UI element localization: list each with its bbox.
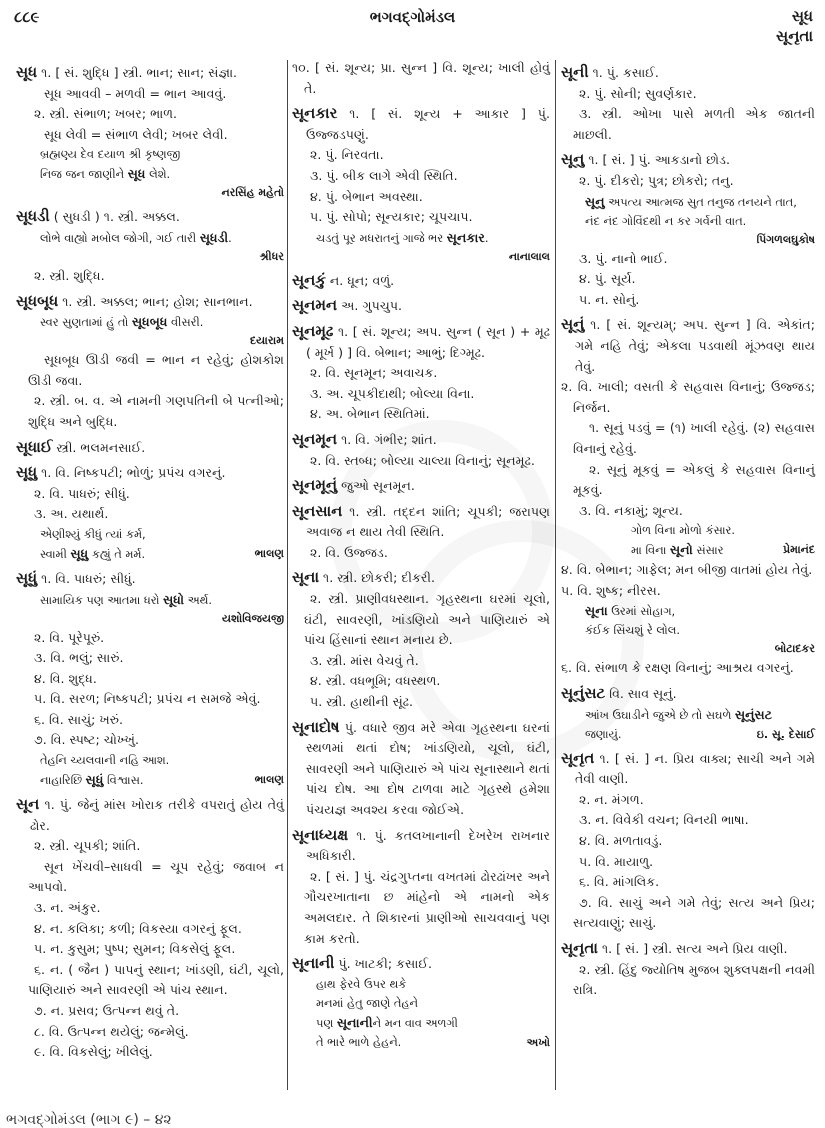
quote-line	[316, 975, 550, 994]
sense-definition: ૫. વિ. માયાળુ.	[579, 853, 654, 869]
quote-line	[316, 994, 550, 1013]
quote-text: જણાયું.	[585, 726, 622, 741]
quote-text: તે ભારે ભાળે હેહને.	[316, 1034, 402, 1049]
dictionary-entry	[292, 321, 550, 363]
dictionary-entry	[292, 953, 550, 975]
quote-text: નંદ નંદ ગોવિંદથી ન કર ગર્વની વાત.	[585, 213, 747, 228]
sense-definition: ૨. સ્ત્રી. હિંદુ જ્યોતિષ મુજબ શુક્લપક્ષની નવમી રાત્રિ.	[573, 961, 815, 998]
sense-definition: ૨. સ્ત્રી. ચૂપકી; શાંતિ.	[34, 838, 141, 854]
quoted-headword: સૂનાની	[336, 1014, 373, 1030]
quoted-headword: સૂધ	[127, 166, 146, 182]
sense-definition: ૬. વિ. માંગલિક.	[579, 874, 660, 890]
citation-quote	[16, 145, 284, 184]
sense-definition: ૫. ન. સોનું.	[579, 291, 640, 307]
headword: સૂના	[292, 568, 320, 587]
quote-text: બ્રહ્મણ્ય દેવ દયાળ શ્રી કૃષ્ણજી	[40, 147, 181, 162]
headword: સૂધબૂધ	[16, 291, 59, 310]
quote-line	[40, 312, 284, 332]
definition-text: પું. વધારે જીવ મરે એવા ગૃહસ્થના ઘરનાં સ્થળમાં થતાં દોષ; ખાંડણિયો, ચૂલો, ઘંટી, સાવરણી અને પાણિયારું એ પાંચ સૂનાસ્થાને થતાં પાંચ દોષ. આ દોષ ટાળવા માટે ગૃહસ્થે હમેશા પંચયજ્ઞ અવશ્ય કરવા જોઈએ.	[306, 719, 550, 817]
quote-line	[585, 725, 815, 744]
sense-definition: ૪. ન. કલિકા; કળી; વિકસ્યા વગરનું ફૂલ.	[34, 920, 242, 936]
quote-text: ચડતું પૂર મધરાતનું ગાજે ભર	[316, 230, 447, 245]
guide-word-last: સૂનૃતા	[776, 27, 813, 45]
quote-text: લોભે વાહ્યો મબોલ જોગી, ગઈ તારી	[40, 230, 200, 245]
dictionary-entry	[16, 206, 284, 228]
quote-line	[40, 544, 284, 564]
quoted-headword: સૂધુ	[70, 545, 89, 561]
sense-definition: ૪. સ્ત્રી. વધભૂમિ; વધસ્થળ.	[310, 673, 441, 689]
dictionary-entry	[292, 295, 550, 317]
dictionary-entry	[561, 683, 815, 705]
sense-definition: ૩. ન. અંકુર.	[34, 900, 101, 916]
quoted-headword: સૂના	[585, 603, 608, 619]
sense-definition: ૨. ન. મંગળ.	[579, 791, 644, 807]
quote-text: વીસરી.	[167, 315, 204, 330]
sense-definition: ૬. ન. ( જૈન ) પાપનું સ્થાન; ખાંડણી, ઘંટી, ચૂલો, પાણિયારું અને સાવરણી એ પાંચ સ્થાન.	[28, 961, 284, 998]
sense-definition: ૪. અ. બેભાન સ્થિતિમાં.	[310, 406, 430, 422]
sense-definition: ૩. પું. નાનો ભાઈ.	[579, 250, 668, 266]
dictionary-entry	[292, 270, 550, 292]
headword: સૂનૃત	[561, 748, 595, 767]
usage-phrase: સૂધ આવવી – મળવી = ભાન આવવું.	[44, 85, 227, 101]
column-divider	[287, 60, 288, 1090]
headword: સૂધડી	[16, 207, 50, 226]
sense-definition: ૨. સ્ત્રી. પ્રાણીવધસ્થાન. ગૃહસ્થના ઘરમાં ચૂલો, ઘંટી, સાવરણી, ખાંડણિયો અને પાણિયારું એ પાંચ હિંસાનાં સ્થાન મનાય છે.	[304, 591, 550, 648]
headword: સૂનકાર	[292, 104, 338, 123]
dictionary-entry	[16, 462, 284, 484]
sense-definition: ૪. પું. બેભાન અવસ્થા.	[310, 188, 423, 204]
quote-line	[585, 192, 815, 212]
citation-author: પ્રેમાનંદ	[783, 543, 815, 557]
usage-phrase: ૨. સૂનું મૂકવું = એકલું કે સહવાસ વિનાનું મૂકવું.	[573, 461, 815, 498]
quote-text: સંસાર	[692, 543, 724, 558]
sense-definition: ૨. વિ. ખાલી; વસતી કે સહવાસ વિનાનું; ઉજ્જડ; નિર્જન.	[561, 379, 815, 415]
citation-author: નાનાલાલ	[508, 249, 550, 263]
citation-author: નરસિંહ મહેતો	[221, 186, 284, 200]
quote-text: તેહનિ ચ્યલવાની નહિ આશ.	[40, 753, 170, 768]
definition-text: વિ. સાવ સૂનું.	[605, 686, 677, 702]
headword: સૂધ	[16, 63, 38, 81]
definition-text: ૧. પું. કતલખાનાની દેખરેખ રાખનાર અધિકારી.	[306, 827, 550, 864]
quote-text: કંઈક સિંચશું રે લોલ.	[585, 623, 681, 638]
headword: સૂધુ	[16, 463, 38, 482]
sense-definition: ૩. વિ. નકામું; શૂન્ય.	[579, 502, 683, 518]
quote-line	[316, 1013, 550, 1033]
sense-definition: ૭. ન. પ્રસવ; ઉત્પન્ન થવું તે.	[34, 1003, 180, 1018]
usage-phrase: સૂધબૂધ ઊડી જવી = ભાન ન રહેવું; હોશકોશ ઊડી જવા.	[28, 352, 284, 388]
citation-author: શ્રીધર	[259, 249, 284, 263]
dictionary-entry	[16, 62, 284, 84]
headword: સૂનકું	[292, 270, 326, 289]
sense-definition: ૩. અ. ચૂપકીદાથી; બોલ્યા વિના.	[310, 385, 475, 401]
sense-definition: ૪. વિ. શુદ્ધ.	[34, 670, 97, 686]
citation-quote	[292, 975, 550, 1052]
quoted-headword: સૂનુંસટ	[734, 706, 773, 722]
definition-text: પું. ખાટકી; કસાઈ.	[334, 956, 433, 972]
definition-text: ન. ધૂન; વળું.	[325, 272, 395, 288]
sense-definition: ૩. પું. બીક લાગે એવી સ્થિતિ.	[310, 167, 458, 183]
definition-text: ૧. [ સં. ] ન. પ્રિય વાક્ય; સાચી અને ગમે તેવી વાણી.	[575, 750, 815, 787]
quote-line	[585, 705, 815, 725]
dictionary-entry	[292, 429, 550, 451]
sense-definition: ૨. પું. નિરવતા.	[310, 147, 384, 163]
citation-quote	[561, 705, 815, 744]
sense-definition: ૨. સ્ત્રી. શુદ્ધિ.	[34, 267, 105, 283]
sense-definition: ૨. સ્ત્રી. સંભાળ; ખબર; ભાળ.	[34, 106, 178, 122]
definition-text: ૧. [ સં. શૂન્ય + આકાર ] પું. ઉજ્જડપણું.	[306, 106, 550, 142]
usage-phrase: ૧. સૂનું પડવું = (૧) ખાલી રહેવું. (૨) સહવાસ વિનાનું રહેવું.	[573, 420, 815, 456]
citation-author: યશોવિજયજી	[221, 611, 284, 625]
quote-text: સ્વામી	[40, 546, 71, 561]
sense-definition: ૫. ન. કુસુમ; પુષ્પ; સુમન; વિકસેલું ફૂલ.	[34, 941, 236, 957]
definition-text: ૧. વિ. પાધરું; સીધું.	[37, 570, 136, 586]
quote-line	[631, 540, 815, 560]
quote-line	[316, 1033, 550, 1052]
quote-line	[631, 521, 815, 540]
citation-author: ભાલણ	[254, 773, 284, 787]
sense-definition: ૨. સ્ત્રી. બ. વ. એ નામની ગણપતિની બે પત્નીઓ; શુદ્ધિ અને બુદ્ધિ.	[28, 393, 284, 429]
definition-text: ૧. [ સં. શૂન્યમ્; અપ. સુન્ન ] વિ. એકાંત; ગમે નહિ તેવું; એકલા પડવાથી મૂંઝવણ થાય તેવું.	[575, 317, 815, 374]
headword: સૂનાદોષ	[292, 717, 340, 736]
quoted-headword: સૂનો	[670, 542, 693, 558]
sense-definition: ૩. અ. યથાર્થ.	[34, 506, 109, 522]
citation-author: ઇ. સૂ. દેસાઈ	[756, 727, 815, 741]
citation-author: બોટાદકર	[774, 642, 815, 656]
quote-text: નાહારિછિ	[40, 773, 86, 788]
quote-line	[40, 770, 284, 790]
quote-text: હાથ ફેરવે ઉપર થકે	[316, 976, 407, 991]
usage-phrase: સૂધ લેવી = સંભાળ લેવી; ખબર લેવી.	[44, 126, 228, 142]
sense-definition: ૯. વિ. વિકસેલું; ખીલેલું.	[34, 1044, 153, 1060]
dictionary-entry	[292, 567, 550, 589]
sense-definition: ૭. વિ. સાચું અને ગમે તેવું; સત્ય અને પ્રિય; સત્યવાણું; સાચું.	[573, 894, 815, 931]
sense-definition: ૨. [ સં. ] પું. ચંદ્રગુપ્તના વખતમાં ઢોરઢાંખર અને ગૌચરખાતાના છ માંહેનો એ નામનો એક અમલદાર. તે શિકારનાં પ્રાણીઓ સાચવવાનું પણ કામ કરતો.	[304, 868, 550, 946]
sense-definition: ૫. સ્ત્રી. હાથીની સૂંઢ.	[310, 694, 414, 710]
sense-definition: ૨. વિ. સૂનમૂન; અવાચક.	[310, 365, 438, 381]
dictionary-entry	[561, 314, 815, 377]
sense-definition: ૬. વિ. સાચું; ખરું.	[34, 711, 123, 727]
quote-line	[585, 601, 815, 621]
headword: સૂનુંસટ	[561, 684, 606, 703]
citation-quote	[16, 312, 284, 332]
quote-text: કહ્યું તે મર્મ.	[88, 546, 146, 561]
citation-author: દયારામ	[249, 334, 284, 348]
guide-words	[776, 6, 813, 46]
sense-definition: ૨. પું. દીકરો; પુત્ર; છોકરો; તનુ.	[579, 172, 734, 188]
citation-author: પિંગળલઘુકોષ	[756, 232, 815, 246]
quote-text: મા વિના	[631, 543, 671, 558]
citation-quote	[16, 751, 284, 790]
definition-text: ૧. [ સં. શુદ્ધિ ] સ્ત્રી. ભાન; સાન; સંજ્ઞા.	[37, 65, 238, 80]
quoted-headword: સૂધું	[85, 772, 104, 788]
book-title: ભગવદ્ગોમંડલ	[369, 8, 456, 26]
sense-definition: ૩. વિ. ભલું; સારું.	[34, 650, 124, 666]
definition-text: ૧. પું. કસાઈ.	[588, 65, 659, 80]
dictionary-entry	[292, 825, 550, 867]
quote-line	[585, 621, 815, 640]
quote-text: પણ	[316, 1015, 337, 1030]
quote-text: ઉરમાં સોહાગ,	[607, 604, 676, 619]
headword: સૂનમૂન	[292, 429, 338, 448]
definition-text: ૧. સ્ત્રી. તદ્દન શાંતિ; ચૂપકી; જરાપણ અવાજ ન થાય તેવી સ્થિતિ.	[306, 503, 550, 540]
sense-definition: ૨. વિ. પાધરું; સીધું.	[34, 485, 130, 501]
definition-text: ૧. વિ. નિષ્કપટી; ભોળું; પ્રપંચ વગરનું.	[37, 465, 226, 481]
definition-text: ૧. [ સં. ] સ્ત્રી. સત્ય અને પ્રિય વાણી.	[597, 941, 788, 956]
quote-text: .	[228, 230, 232, 245]
quote-text: સામાયિક પણ આતમા ધરો	[40, 592, 164, 607]
page-number: ૮૮૯	[14, 8, 40, 26]
citation-quote	[561, 601, 815, 640]
definition-text: ૧. [ સં. ] પું. આકડાનો છોડ.	[584, 152, 730, 168]
quote-text: નિજ જન જાણીને	[40, 167, 128, 182]
column-2	[292, 58, 550, 1052]
citation-author: ભાલણ	[254, 546, 284, 560]
quote-text: આંખ ઉઘાડીને જુએ છે તો સઘળે	[585, 707, 735, 722]
headword: સૂનમૂનું	[292, 476, 338, 495]
quote-line	[40, 228, 284, 248]
definition-text: અ. ગુપચુપ.	[337, 298, 403, 314]
dictionary-entry	[561, 149, 815, 171]
quote-line	[316, 228, 550, 248]
quote-line	[40, 525, 284, 544]
dictionary-entry	[561, 748, 815, 790]
quote-text: લેશે.	[145, 167, 171, 182]
dictionary-entry	[292, 501, 550, 543]
definition-text: ૧. વિ. ગંભીર; શાંત.	[337, 431, 437, 447]
definition-text: ૧. પું. જેનું માંસ ખોરાક તરીકે વપરાતું હોય તેવું ઢોર.	[30, 797, 284, 833]
citation-quote	[561, 192, 815, 231]
guide-word-first: સૂધ	[791, 7, 813, 25]
headword: સૂધાઈ	[16, 437, 53, 456]
quote-text: ગોળ વિના મોળો કંસાર.	[631, 523, 736, 538]
sense-definition: ૪. પું. સૂર્ય.	[579, 271, 636, 287]
headword: સૂનમન	[292, 296, 338, 315]
headword: સૂનૃતા	[561, 939, 598, 957]
headword: સૂનાની	[292, 954, 335, 973]
quoted-headword: સૂનુ	[585, 193, 605, 209]
usage-phrase: સૂન ખેંચવી–સાધવી = ચૂપ રહેવું; જવાબ ન આપવો.	[28, 858, 284, 895]
quote-text: એણીશ્યું કીધું ત્યાં કર્મ,	[40, 526, 146, 541]
sense-definition: ૧૦. [ સં. શૂન્ય; પ્રા. સુન્ન ] વિ. શૂન્ય; ખાલી હોવું તે.	[292, 60, 550, 96]
dictionary-entry	[16, 437, 284, 459]
quote-text: સ્વર સુણતામાં હું તો	[40, 315, 132, 330]
headword: સૂની	[561, 63, 589, 81]
quote-line	[40, 590, 284, 610]
dictionary-entry	[16, 568, 284, 590]
dictionary-entry	[292, 717, 550, 821]
quote-text: ને મન વાવ અળગી	[372, 1015, 458, 1030]
quote-text: વિશ્વાસ.	[103, 773, 144, 788]
headword: સૂન	[16, 795, 40, 814]
definition-text: સ્ત્રી. ભલમનસાઈ.	[52, 439, 146, 455]
definition-text: ૧. સ્ત્રી. અક્કલ; ભાન; હોશ; સાનભાન.	[58, 293, 253, 309]
quoted-headword: સૂધબૂધ	[131, 314, 168, 330]
citation-quote	[16, 228, 284, 248]
headword: સૂનમૂઢ	[292, 321, 334, 340]
definition-text: ૧. [ સં. શૂન્ય; અપ. સુન્ન ( સૂન ) + મૂઢ ( મૂર્ખ ) ] વિ. બેભાન; આભું; દિગ્મૂઢ.	[306, 323, 550, 360]
quote-text: .	[484, 230, 489, 245]
quoted-headword: સૂધડી	[199, 229, 229, 245]
headword: સૂધું	[16, 568, 38, 587]
sense-definition: ૨. વિ. પૂરેપૂરું.	[34, 629, 105, 645]
sense-definition: ૨. પું. સોની; સુવર્ણકાર.	[579, 85, 697, 101]
sense-definition: ૫. વિ. શુષ્ક; નીરસ.	[561, 582, 661, 598]
definition-text: ૧. સ્ત્રી. છોકરી; દીકરી.	[319, 570, 435, 586]
quote-line	[40, 751, 284, 770]
headword: સૂનુ	[561, 150, 585, 169]
quote-text: મનમાં હેતુ જાણે તેહને	[316, 995, 419, 1010]
sense-definition: ૨. વિ. ઉજ્જડ.	[310, 544, 388, 560]
sense-definition: ૪. વિ. મળતાવડું.	[579, 833, 663, 849]
citation-quote	[561, 521, 815, 560]
headword: સૂનું	[561, 315, 585, 334]
sense-definition: ૨. વિ. સ્તબ્ધ; બોલ્યા ચાલ્યા વિનાનું; સૂનમૂઢ.	[310, 452, 535, 468]
page-header	[0, 6, 825, 50]
citation-quote	[16, 590, 284, 610]
page-footer: ભગવદ્ગોમંડલ (ભાગ ૯) – ૪૨	[6, 1112, 172, 1128]
sense-definition: ૫. વિ. સરળ; નિષ્કપટી; પ્રપંચ ન સમજે એવું.	[34, 691, 261, 707]
dictionary-entry	[16, 291, 284, 313]
sense-definition: ૩. ન. વિવેકી વચન; વિનયી ભાષા.	[579, 812, 749, 828]
column-3	[561, 58, 815, 1001]
dictionary-entry	[16, 794, 284, 836]
sense-definition: ૩. સ્ત્રી. માંસ વેચવું તે.	[310, 652, 419, 668]
dictionary-entry	[561, 62, 815, 84]
quoted-headword: સૂધો	[163, 591, 184, 607]
quote-text: અર્થ.	[183, 592, 212, 607]
sense-definition: ૩. સ્ત્રી. ઓખા પાસે મળતી એક જાતની માછલી.	[573, 106, 815, 142]
dictionary-entry	[292, 103, 550, 145]
definition-text: ( સુધડી ) ૧. સ્ત્રી. અક્કલ.	[49, 209, 180, 225]
column-divider	[555, 60, 556, 1090]
headword: સૂનાધ્યક્ષ	[292, 825, 349, 844]
sense-definition: ૪. વિ. બેભાન; ગાફેલ; મન બીજી વાતમાં હોય તેવું.	[561, 562, 813, 578]
quote-line	[40, 164, 284, 184]
headword: સૂનસાન	[292, 501, 343, 520]
citation-author: અખો	[526, 1035, 550, 1049]
quote-line	[40, 145, 284, 164]
citation-quote	[292, 228, 550, 248]
quoted-headword: સૂનકાર	[446, 229, 485, 245]
sense-definition: ૮. વિ. ઉત્પન્ન થયેલું; જન્મેલું.	[34, 1023, 189, 1039]
sense-definition: ૭. વિ. સ્પષ્ટ; ચોખ્ખું.	[34, 732, 139, 748]
definition-text: જુઓ સૂનમૂન.	[337, 478, 415, 494]
dictionary-entry	[561, 938, 815, 960]
sense-definition: ૫. પું. સોપો; સૂન્યકાર; ચૂપચાપ.	[310, 209, 473, 225]
citation-quote	[16, 525, 284, 564]
quote-text: અપત્ય આત્મજ સુત તનુજ તનયને તાત,	[604, 194, 797, 209]
column-1	[16, 58, 284, 1063]
dictionary-entry	[292, 475, 550, 497]
sense-definition: ૬. વિ. સંભાળ કે રક્ષણ વિનાનું; આશ્રય વગરનું.	[561, 660, 794, 676]
quote-line	[585, 212, 815, 231]
